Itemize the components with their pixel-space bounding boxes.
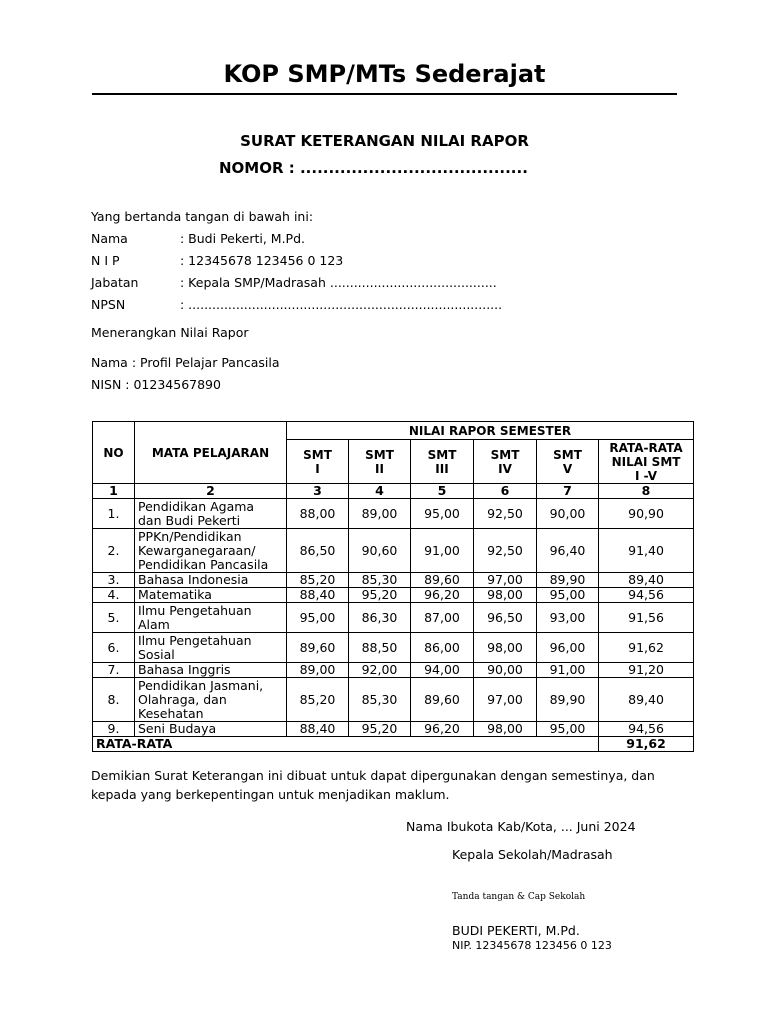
subject-name <box>135 588 287 603</box>
signer-npsn-value: : ............................................................................... <box>180 297 503 312</box>
semester-grade: 91,00 <box>411 529 474 573</box>
semester-grade: 86,00 <box>411 633 474 663</box>
row-number: 6. <box>93 633 135 663</box>
subject-name <box>135 663 287 678</box>
signer-name-label: Nama <box>91 231 128 246</box>
subject-name-line: Pendidikan Pancasila <box>138 556 269 572</box>
semester-grade: 89,90 <box>537 678 599 722</box>
row-number: 3. <box>93 573 135 588</box>
semester-grade: 95,00 <box>411 499 474 529</box>
row-average: 89,40 <box>599 573 694 588</box>
subject-name-line: Pendidikan Agama <box>138 498 255 514</box>
semester-grade: 90,60 <box>349 529 411 573</box>
subject-name-line: Seni Budaya <box>138 721 217 736</box>
column-number: 1 <box>93 484 135 499</box>
semester-grade: 85,30 <box>349 678 411 722</box>
column-number: 4 <box>349 484 411 499</box>
subject-name <box>135 722 287 737</box>
column-number: 5 <box>411 484 474 499</box>
row-average: 91,62 <box>599 633 694 663</box>
subject-name <box>135 529 287 573</box>
semester-grade: 88,50 <box>349 633 411 663</box>
subject-name-line: Bahasa Inggris <box>138 662 231 677</box>
signer-title: Kepala Sekolah/Madrasah <box>452 847 613 862</box>
row-average: 91,20 <box>599 663 694 678</box>
semester-grade: 89,00 <box>349 499 411 529</box>
semester-grade: 97,00 <box>474 678 537 722</box>
semester-grade: 95,20 <box>349 722 411 737</box>
column-number: 2 <box>135 484 287 499</box>
row-average: 90,90 <box>599 499 694 529</box>
signer-nip-label: N I P <box>91 253 120 268</box>
row-average: 91,56 <box>599 603 694 633</box>
semester-grade: 87,00 <box>411 603 474 633</box>
table-row <box>93 603 694 633</box>
column-number: 8 <box>599 484 694 499</box>
grades-table <box>92 421 694 752</box>
table-row <box>93 529 694 573</box>
student-nisn: NISN : 01234567890 <box>91 377 221 392</box>
semester-grade: 92,50 <box>474 529 537 573</box>
semester-grade: 90,00 <box>537 499 599 529</box>
signer-position-label: Jabatan <box>91 275 139 290</box>
subject-name-line: Alam <box>138 616 170 632</box>
table-row <box>93 722 694 737</box>
signer-full-name: BUDI PEKERTI, M.Pd. <box>452 923 580 938</box>
signer-nip: NIP. 12345678 123456 0 123 <box>452 939 612 952</box>
document-number: NOMOR : ........................................ <box>219 159 528 177</box>
place-date: Nama Ibukota Kab/Kota, ... Juni 2024 <box>406 819 636 834</box>
table-row <box>93 573 694 588</box>
table-row <box>93 663 694 678</box>
semester-grade: 88,00 <box>287 499 349 529</box>
semester-grade: 98,00 <box>474 722 537 737</box>
semester-grade: 96,20 <box>411 722 474 737</box>
average-total: 91,62 <box>599 737 694 752</box>
semester-grade: 89,00 <box>287 663 349 678</box>
header-average: RATA-RATA NILAI SMT I -V <box>599 440 694 484</box>
row-number: 4. <box>93 588 135 603</box>
header-smt-1: SMT I <box>287 440 349 484</box>
student-name: Nama : Profil Pelajar Pancasila <box>91 355 280 370</box>
subject-name-line: Olahraga, dan <box>138 691 227 707</box>
header-smt-3: SMT III <box>411 440 474 484</box>
header-smt-5: SMT V <box>537 440 599 484</box>
letterhead-title: KOP SMP/MTs Sederajat <box>223 60 546 88</box>
subject-name-line: Pendidikan Jasmani, <box>138 677 264 693</box>
subject-name-line: Ilmu Pengetahuan <box>138 632 252 648</box>
semester-grade: 89,60 <box>411 573 474 588</box>
signer-position-value: : Kepala SMP/Madrasah .......................................... <box>180 275 497 290</box>
row-number: 8. <box>93 678 135 722</box>
semester-grade: 95,20 <box>349 588 411 603</box>
semester-grade: 97,00 <box>474 573 537 588</box>
semester-grade: 86,50 <box>287 529 349 573</box>
column-number: 7 <box>537 484 599 499</box>
signer-name-value: : Budi Pekerti, M.Pd. <box>180 231 305 246</box>
subject-name <box>135 573 287 588</box>
row-average: 91,40 <box>599 529 694 573</box>
table-row <box>93 633 694 663</box>
letterhead-divider <box>92 93 677 95</box>
semester-grade: 96,00 <box>537 633 599 663</box>
average-label: RATA-RATA <box>93 737 599 752</box>
column-number: 3 <box>287 484 349 499</box>
signer-npsn-label: NPSN <box>91 297 126 312</box>
table-row <box>93 678 694 722</box>
subject-name-line: Kewarganegaraan/ <box>138 542 256 558</box>
row-average: 94,56 <box>599 722 694 737</box>
semester-grade: 88,40 <box>287 722 349 737</box>
row-number: 7. <box>93 663 135 678</box>
row-number: 5. <box>93 603 135 633</box>
signature-stamp-note: Tanda tangan & Cap Sekolah <box>452 892 586 902</box>
column-number-row <box>93 484 694 499</box>
row-number: 1. <box>93 499 135 529</box>
semester-grade: 96,20 <box>411 588 474 603</box>
header-subject: MATA PELAJARAN <box>135 422 287 484</box>
subject-name-line: dan Budi Pekerti <box>138 512 241 528</box>
semester-grade: 92,50 <box>474 499 537 529</box>
semester-grade: 95,00 <box>537 722 599 737</box>
semester-grade: 94,00 <box>411 663 474 678</box>
table-row <box>93 499 694 529</box>
semester-grade: 98,00 <box>474 633 537 663</box>
subject-name <box>135 678 287 722</box>
subject-name-line: Kesehatan <box>138 705 204 721</box>
subject-name <box>135 603 287 633</box>
semester-grade: 98,00 <box>474 588 537 603</box>
subject-name-line: Matematika <box>138 587 212 602</box>
semester-grade: 89,60 <box>287 633 349 663</box>
document-title: SURAT KETERANGAN NILAI RAPOR <box>240 132 529 150</box>
semester-grade: 89,60 <box>411 678 474 722</box>
signer-nip-value: : 12345678 123456 0 123 <box>180 253 344 268</box>
semester-grade: 95,00 <box>287 603 349 633</box>
header-no: NO <box>93 422 135 484</box>
semester-grade: 91,00 <box>537 663 599 678</box>
semester-grade: 90,00 <box>474 663 537 678</box>
semester-grade: 86,30 <box>349 603 411 633</box>
header-semester-group: NILAI RAPOR SEMESTER <box>287 422 694 440</box>
semester-grade: 88,40 <box>287 588 349 603</box>
row-average: 89,40 <box>599 678 694 722</box>
semester-grade: 89,90 <box>537 573 599 588</box>
intro-text: Yang bertanda tangan di bawah ini: <box>91 209 314 224</box>
header-smt-4: SMT IV <box>474 440 537 484</box>
subject-name <box>135 499 287 529</box>
statement-text: Menerangkan Nilai Rapor <box>91 325 249 340</box>
subject-name-line: PPKn/Pendidikan <box>138 528 242 544</box>
semester-grade: 93,00 <box>537 603 599 633</box>
semester-grade: 95,00 <box>537 588 599 603</box>
semester-grade: 85,20 <box>287 573 349 588</box>
table-row <box>93 588 694 603</box>
row-average: 94,56 <box>599 588 694 603</box>
row-number: 2. <box>93 529 135 573</box>
closing-line-1: Demikian Surat Keterangan ini dibuat untuk dapat dipergunakan dengan semestinya, dan <box>91 768 655 783</box>
subject-name-line: Ilmu Pengetahuan <box>138 602 252 618</box>
closing-line-2: kepada yang berkepentingan untuk menjadikan maklum. <box>91 787 450 802</box>
subject-name <box>135 633 287 663</box>
semester-grade: 85,30 <box>349 573 411 588</box>
column-number: 6 <box>474 484 537 499</box>
header-smt-2: SMT II <box>349 440 411 484</box>
subject-name-line: Bahasa Indonesia <box>138 572 249 587</box>
semester-grade: 85,20 <box>287 678 349 722</box>
subject-name-line: Sosial <box>138 646 175 662</box>
semester-grade: 92,00 <box>349 663 411 678</box>
semester-grade: 96,40 <box>537 529 599 573</box>
semester-grade: 96,50 <box>474 603 537 633</box>
row-number: 9. <box>93 722 135 737</box>
